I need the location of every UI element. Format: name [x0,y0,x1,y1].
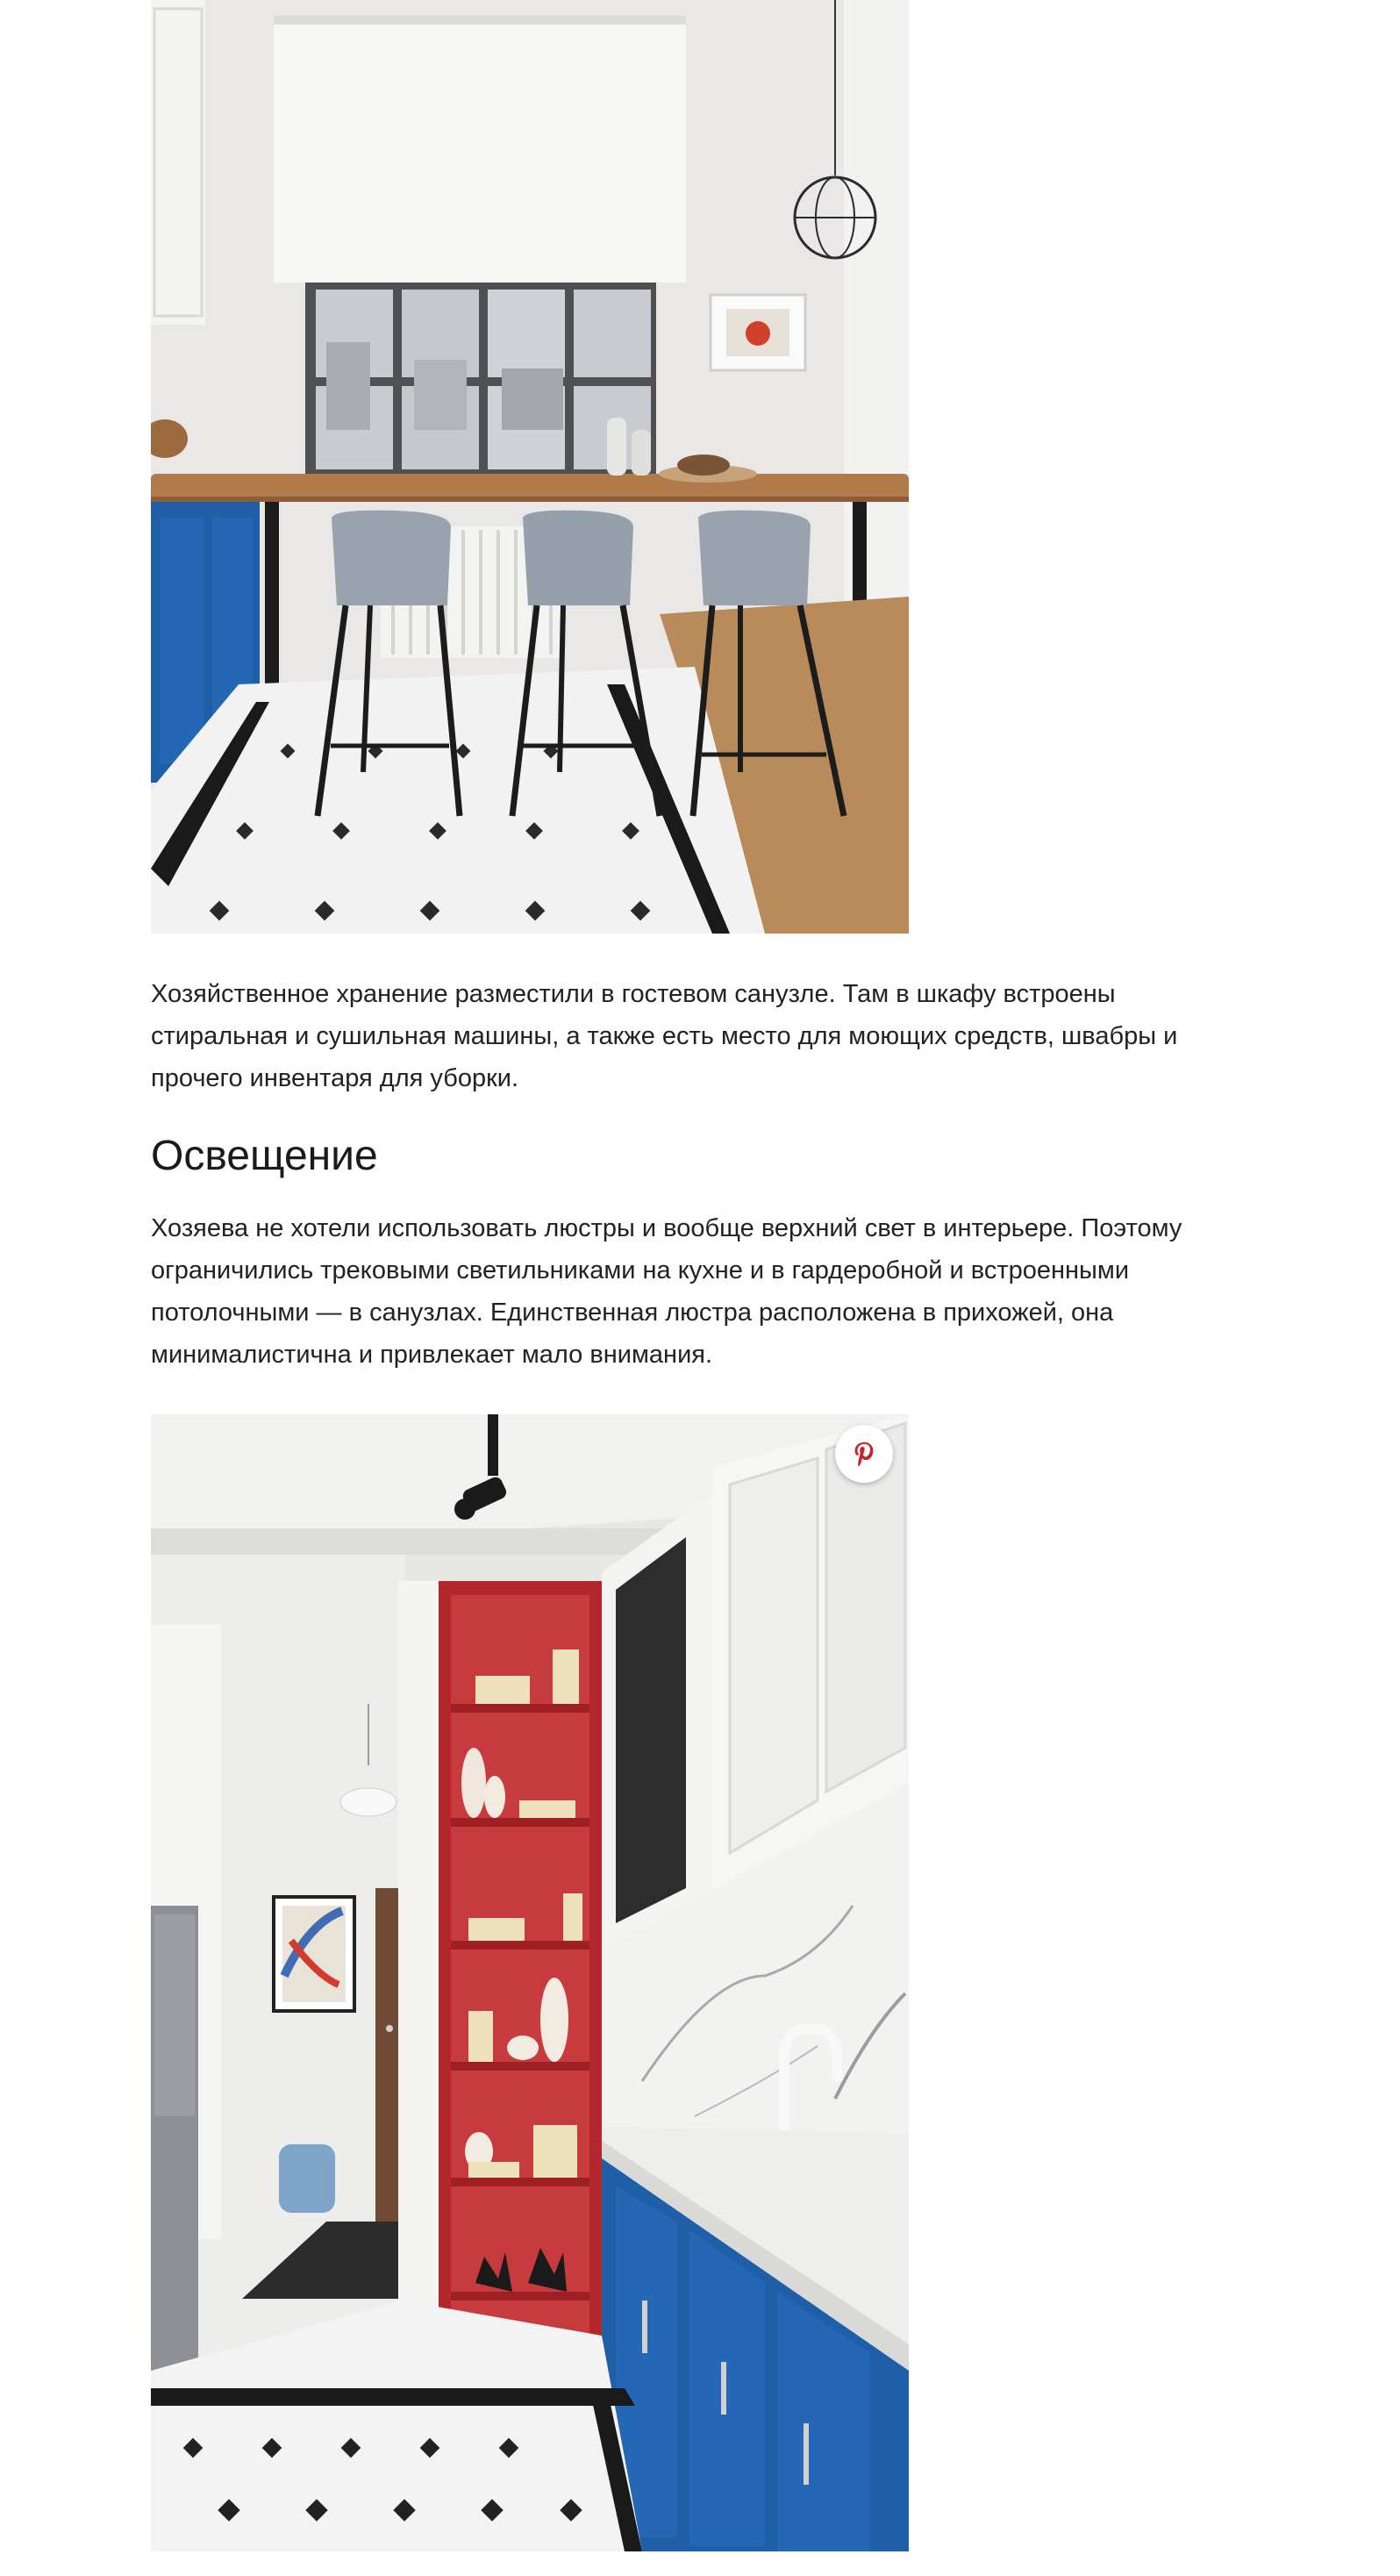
article-paragraph-lighting: Хозяева не хотели использовать люстры и вообще верхний свет в интерьере. Поэтому ограничились трековыми светильниками на кухне и в гардеробной и встроенными потолочными — в санузлах. Единственная люстра расположена в прихожей, она минималистична и привлекает мало внимания. [151,1214,1182,1369]
kitchen-bar-illustration [151,0,909,934]
pinterest-save-button[interactable] [835,1425,893,1483]
pinterest-icon [847,1437,881,1470]
article-photo-kitchen-shelving [151,1414,909,2551]
kitchen-shelving-illustration [151,1414,909,2551]
article-photo-kitchen-bar [151,0,909,934]
section-heading-lighting: Освещение [151,1133,378,1179]
article-paragraph-storage: Хозяйственное хранение разместили в гостевом санузле. Там в шкафу встроены стиральная и сушильная машины, а также есть место для моющих средств, швабры и прочего инвентаря для уборки. [151,980,1178,1092]
